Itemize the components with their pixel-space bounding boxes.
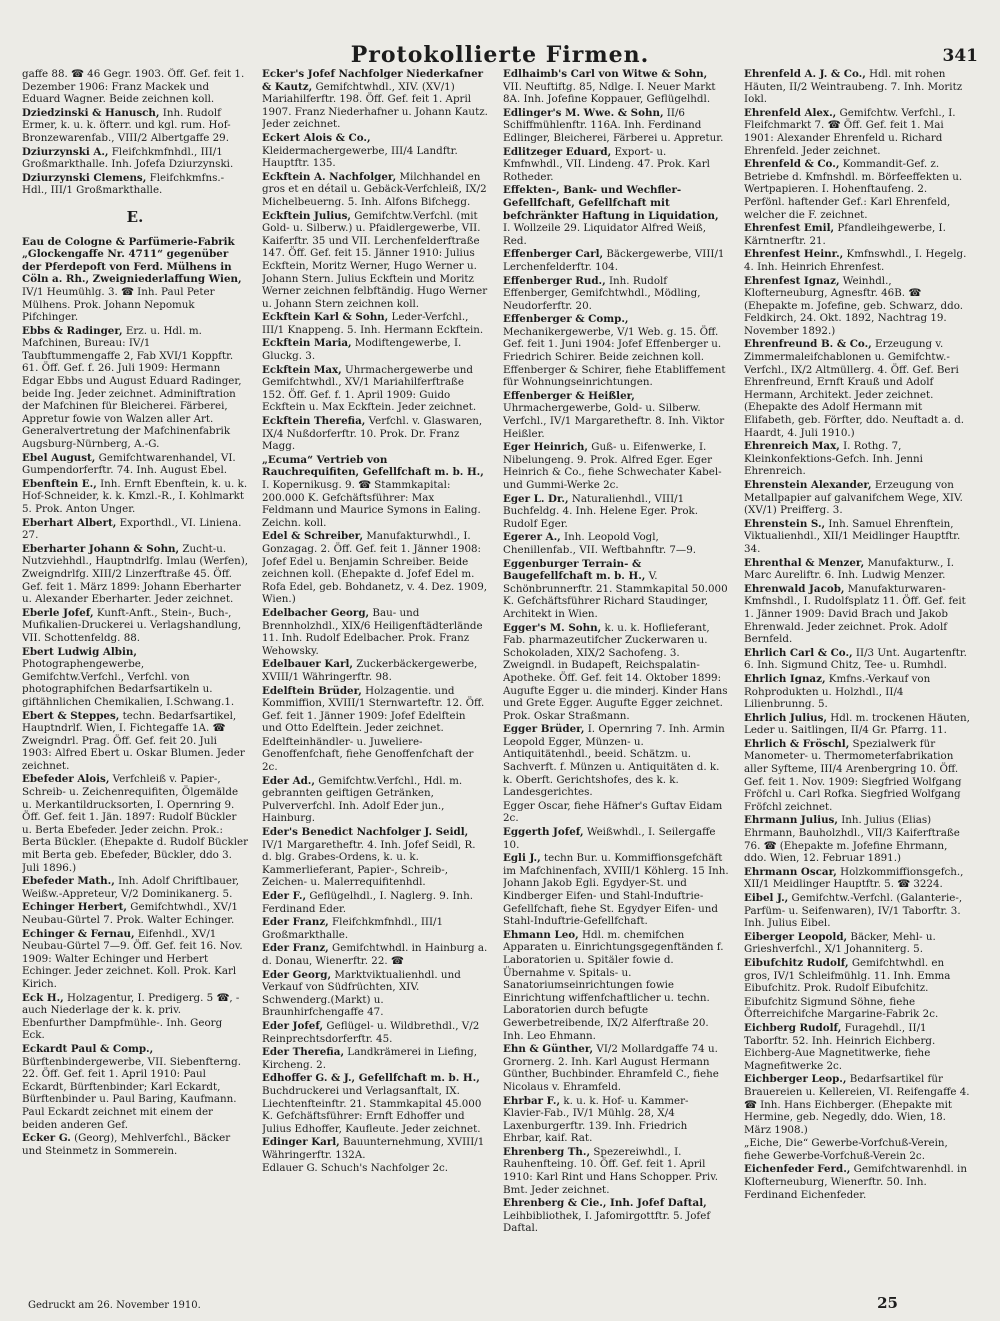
entry-details: Manufakturwhdl., I. Gonzagag. 2. Öff. Gef. feit 1. Jänner 1908: Jofef Edel u. Benjamin Schreiber. Beide zeichnen koll. (Ehepakte d. Jofef Edel m. Rofa Edel, geb. Bohdanetz, v. 4. Dez. 1909, Wien.) xyxy=(262,530,488,606)
entry-details: Gemifchtwhdl. en gros, IV/1 Schleifmühlg. 11. Inh. Emma Eibufchitz. Prok. Rudolf Eibufchitz. xyxy=(744,956,951,995)
directory-entry xyxy=(262,1020,488,1045)
entry-details: Edlauer G. Schuch's Nachfolger 2c. xyxy=(262,1162,449,1175)
firm-name: Eichenfeder Ferd., xyxy=(744,1163,851,1176)
entry-details: Hdl. mit rohen Häuten, II/2 Weintraubeng. 7. Inh. Moritz Iokl. xyxy=(744,68,963,106)
directory-entry xyxy=(503,929,729,1042)
entry-details: Inh. Ernft Ebenftein, k. u. k. Hof-Schneider, k. k. Kmzl.-R., I. Kohlmarkt 5. Prok. Anton Unger. xyxy=(22,477,248,515)
firm-name: Edel & Schreiber, xyxy=(262,530,364,543)
directory-entry xyxy=(744,1163,970,1201)
entry-details: Holzagentie. und Kommiffion, XVIII/1 Sternwarteftr. 12. Öff. Gef. feit 1. Jänner 1909: Jofef Edelftein und Otto Edelftein. Jeder zeichnet. xyxy=(262,684,485,735)
directory-entry xyxy=(262,68,488,131)
directory-entry xyxy=(22,773,248,874)
firm-name: Eger L. Dr., xyxy=(503,492,569,505)
entry-details: IV/1 Heumühlg. 3. ☎ Inh. Paul Peter Mülhens. Prok. Johann Nepomuk Pifchinger. xyxy=(22,285,215,324)
entry-details: gaffe 88. ☎ 46 Gegr. 1903. Öff. Gef. feit 1. Dezember 1906: Franz Mackek und Eduard Wagner. Beide zeichnen koll. xyxy=(22,68,245,106)
entry-details: Inh. Adolf Chriftlbauer, Weißw.-Appreteur, V/2 Dominikanerg. 5. xyxy=(22,875,240,900)
entry-details: Furagehdl., II/1 Taborftr. 52. Inh. Heinrich Eichberg. Eichberg-Aue Magnetitwerke, fiehe Magnefitwerke 2c. xyxy=(744,1021,936,1072)
entry-details: Hdl. m. trockenen Häuten, Leder u. Saitlingen, II/4 Gr. Pfarrg. 11. xyxy=(744,711,970,737)
firm-name: Eberharter Johann & Sohn, xyxy=(22,542,180,555)
entry-details: Export- u. Kmfnwhdl., VII. Lindeng. 47. Prok. Karl Rotheder. xyxy=(503,145,710,183)
firm-name: Edlhaimb's Carl von Witwe & Sohn, xyxy=(503,68,708,80)
firm-name: Dziedzinski & Hanusch, xyxy=(22,106,160,119)
firm-name: Eder Therefia, xyxy=(262,1046,345,1059)
entry-details: (Georg), Mehlverfchl., Bäcker und Steinmetz in Sommerein. xyxy=(22,1132,231,1157)
firm-name: Ehrenstein S., xyxy=(744,517,826,530)
firm-name: Eberle Jofef, xyxy=(22,606,94,619)
firm-name: Ehn & Günther, xyxy=(503,1043,594,1056)
firm-name: Eckftein Maria, xyxy=(262,337,352,350)
entry-details: Bürftenbindergewerbe, VII. Siebenfterng. 22. Öff. Gef. feit 1. April 1910: Paul Eckardt, Bürftenbinder; Karl Eckardt, Bürftenbinder u. Paul Baring, Kaufmann. Paul Eckardt zeichnet mit einem der beiden anderen Gef. xyxy=(22,1055,241,1131)
entry-details: Gemifchtw.Verfchl. (mit Gold- u. Silberw.) u. Pfaidlergewerbe, VII. Kaiferftr. 35 und VII. Lerchenfelderftraße 147. Öff. Gef. feit 15. Jänner 1910: Julius Eckftein, Moritz Werner, Hugo Werner u. Johann Stern. Julius Eckftein und Moritz Werner zeichnen felbftändig. Hugo Werner u. Johann Stern zeichnen koll. xyxy=(262,209,488,310)
entry-details: techn Bur. u. Kommiffionsgefchäft im Mafchinenfach, XVIII/1 Köhlerg. 15 Inh. Johann Jakob Egli. Egydyer-St. und Kindberger Eifen- und Stahl-Induftrie-Gefellfchaft, fiehe St. Egydyer Eifen- und Stahl-Induftrie-Gefellfchaft. xyxy=(503,852,729,928)
directory-entry xyxy=(503,68,729,106)
entry-details: Pfandleihgewerbe, I. Kärntnerftr. 21. xyxy=(744,222,946,247)
entry-details: Kleidermachergewerbe, III/4 Landftr. Hauptftr. 135. xyxy=(262,144,458,170)
entry-details: Erzeugung von Metallpapier auf galvanifchem Wege, XIV. (XV/1) Preifferg. 3. xyxy=(744,479,963,517)
directory-entry xyxy=(22,710,248,773)
directory-entry xyxy=(262,171,488,209)
entry-details: Bedarfsartikel für Brauereien u. Kellereien, VI. Reifengaffe 4. ☎ Inh. Hans Eichberger. (Ehepakte mit Hermine, geb. Negedly, ddo. Wien, 18. März 1908.) xyxy=(744,1073,970,1136)
directory-entry xyxy=(262,1072,488,1135)
entry-details: Bauunternehmung, XVIII/1 Währingerftr. 132A. xyxy=(262,1136,485,1161)
firm-name: Edlinger's M. Wwe. & Sohn, xyxy=(503,106,664,119)
directory-entry xyxy=(262,607,488,657)
column-1 xyxy=(22,68,248,1253)
firm-name: Echinger & Fernau, xyxy=(22,927,135,940)
directory-entry xyxy=(744,738,970,814)
directory-entry xyxy=(744,673,970,711)
entry-details: „Eiche, Die“ Gewerbe-Vorfchuß-Verein, fiehe Gewerbe-Vorfchuß-Verein 2c. xyxy=(744,1137,948,1162)
directory-entry xyxy=(744,712,970,737)
firm-name: Ecker's Jofef Nachfolger Niederkafner & Kautz, xyxy=(262,68,484,93)
entry-details: Gemifchtwhdl., XV/1 Neubau-Gürtel 7. Prok. Walter Echinger. xyxy=(22,901,238,926)
firm-name: Eder Franz, xyxy=(262,942,329,955)
directory-entry xyxy=(744,583,970,646)
directory-entry xyxy=(744,1073,970,1136)
firm-name: Ehrenfeld Alex., xyxy=(744,106,837,119)
entry-details: Uhrmachergewerbe, Gold- u. Silberw. Verfchl., IV/1 Margaretheftr. 8. Inh. Viktor Heißler. xyxy=(503,402,725,440)
entry-details: Fleifchkmfnhdl., III/1 Großmarkthalle. xyxy=(262,916,444,941)
firm-name: Eckert Alois & Co., xyxy=(262,131,371,144)
directory-entry xyxy=(503,852,729,928)
firm-name: „Ecuma“ Vertrieb von Rauchrequifiten, Gefellfchaft m. b. H., xyxy=(262,453,484,479)
firm-name: Edelbauer Karl, xyxy=(262,658,353,671)
entry-details: Uhrmachergewerbe und Gemifchtwhdl., XV/1 Mariahilferftraße 152. Öff. Gef. f. 1. April 1909: Guido Eckftein u. Max Eckftein. Jeder zeichnet. xyxy=(262,363,477,414)
entry-details: II/3 Unt. Augartenftr. 6. Inh. Sigmund Chitz, Tee- u. Rumhdl. xyxy=(744,646,967,672)
directory-entry xyxy=(262,530,488,606)
directory-entry xyxy=(503,146,729,184)
directory-entry xyxy=(22,901,248,926)
entry-details: Egger Oscar, fiehe Häfner's Guftav Eidam 2c. xyxy=(503,799,723,825)
firm-name: Echinger Herbert, xyxy=(22,901,127,914)
directory-entry xyxy=(262,1046,488,1071)
entry-details: I. Opernring 7. Inh. Armin Leopold Egger, Münzen- u. Antiquitätenhdl., beeid. Schätzm. u. Sachverft. f. Münzen u. Antiquitäten d. k. k. Oberft. Gerichtshofes, des k. k. Landesgerichtes. xyxy=(503,723,725,799)
directory-entry xyxy=(22,172,248,197)
entry-details: Geflügel- u. Wildbrethdl., V/2 Reinprechtsdorferftr. 45. xyxy=(262,1019,480,1045)
firm-name: Eckftein Julius, xyxy=(262,209,352,222)
entry-details: Inh. Rudolf Effenberger, Gemifchtwhdl., Mödling, Neudorferftr. 20. xyxy=(503,274,701,312)
directory-entry xyxy=(262,969,488,1019)
firm-name: Edhoffer G. & J., Gefellfchaft m. b. H., xyxy=(262,1072,480,1085)
firm-name: Ehrenberg Th., xyxy=(503,1145,591,1158)
entry-details: Gemifchtwarenhdl. in Klofterneuburg, Wienerftr. 50. Inh. Ferdinand Eichenfeder. xyxy=(744,1163,967,1201)
entry-details: Gemifchtwhdl. in Hainburg a. d. Donau, Wienerftr. 22. ☎ xyxy=(262,942,488,967)
directory-entry xyxy=(744,814,970,864)
directory-entry xyxy=(22,236,248,324)
directory-entry xyxy=(262,454,488,530)
entry-details: Weißwhdl., I. Seilergaffe 10. xyxy=(503,826,716,851)
directory-entry xyxy=(262,736,488,774)
directory-entry xyxy=(262,826,488,889)
firm-name: Effenberger & Comp., xyxy=(503,313,629,326)
entry-details: Kunft-Anft., Stein-, Buch-, Mufikalien-Druckerei u. Verlagshandlung, VII. Schottenfeldg. 88. xyxy=(22,606,242,644)
section-letter: E. xyxy=(126,207,144,226)
firm-name: Effenberger Rud., xyxy=(503,274,606,287)
firm-name: Ehrbar F., xyxy=(503,1094,561,1107)
entry-details: Marktviktualienhdl. und Verkauf von Südfrüchten, XIV. Schwenderg.(Markt) u. Braunhirfchengaffe 47. xyxy=(262,968,461,1019)
firm-name: Edlitzeger Eduard, xyxy=(503,145,612,158)
firm-name: Ebbs & Radinger, xyxy=(22,324,123,337)
entry-details: Inh. Rudolf Ermer, k. u. k. öfterr. und kgl. rum. Hof-Bronzewarenfab., VIII/2 Albertgaffe 29. xyxy=(22,106,231,144)
page-number: 341 xyxy=(942,46,978,66)
entry-details: Manufakturw., I. Marc Aureliftr. 6. Inh. Ludwig Menzer. xyxy=(744,556,955,582)
entry-details: Kmfnswhdl., I. Hegelg. 4. Inh. Heinrich Ehrenfest. xyxy=(744,248,967,273)
firm-name: Edinger Karl, xyxy=(262,1136,340,1149)
entry-details: Gemifchtw.-Verfchl. (Galanterie-, Parfüm- u. Seifenwaren), IV/1 Taborftr. 3. Inh. Julius Eibel. xyxy=(744,892,963,930)
column-4 xyxy=(744,68,970,1253)
directory-entry xyxy=(503,1095,729,1145)
firm-name: Ehrenfreund B. & Co., xyxy=(744,338,872,351)
entry-details: Eibufchitz Sigmund Söhne, fiehe Öfterreichifche Margarine-Fabrik 2c. xyxy=(744,995,939,1021)
directory-entry xyxy=(744,1137,970,1162)
firm-name: Dziurzynski A., xyxy=(22,145,109,158)
entry-details: Fleifchkmfnhdl., III/1 Großmarkthalle. Inh. Jofefa Dziurzynski. xyxy=(22,145,234,171)
entry-details: V. Schönbrunnerftr. 21. Stammkapital 50.000 K. Gefchäftsführer Richard Staudinger, Architekt in Wien. xyxy=(503,570,728,620)
firm-name: Dziurzynski Clemens, xyxy=(22,171,147,184)
firm-name: Ehrenthal & Menzer, xyxy=(744,556,865,569)
firm-name: Ehrlich Carl & Co., xyxy=(744,646,853,659)
entry-details: Photographengewerbe, Gemifchtw.Verfchl., Verfchl. von photographifchen Bedarfsartikeln u. giftähnlichen Chemikalien, I.Schwang.1. xyxy=(22,658,235,708)
firm-name: Ebefeder Math., xyxy=(22,875,115,888)
firm-name: Ecker G. xyxy=(22,1132,71,1145)
directory-entry xyxy=(503,441,729,491)
firm-name: Eggenburger Terrain- & Baugefellfchaft m. b. H., xyxy=(503,557,646,583)
directory-entry xyxy=(503,1043,729,1093)
directory-entry xyxy=(503,313,729,389)
entry-details: Modiftengewerbe, I. Gluckg. 3. xyxy=(262,337,462,363)
firm-name: Eck H., xyxy=(22,991,64,1004)
directory-entry xyxy=(22,325,248,451)
entry-details: Fleifchkmfns.-Hdl., III/1 Großmarkthalle. xyxy=(22,171,225,197)
firm-name: Ehrenfeld & Co., xyxy=(744,158,840,171)
entry-details: VII. Neuftiftg. 85, Ndlge. I. Neuer Markt 8A. Inh. Jofefine Koppauer, Geflügelhdl. xyxy=(503,80,716,106)
directory-entry xyxy=(503,184,729,247)
entry-details: Manufakturwaren-Kmfnshdl., I. Rudolfsplatz 11. Öff. Gef. feit 1. Jänner 1909: David Brach und Jakob Ehrenwald. Jeder zeichnet. Prok. Adolf Bernfeld. xyxy=(744,582,966,646)
entry-details: Bäckergewerbe, VIII/1 Lerchenfelderftr. 104. xyxy=(503,248,725,273)
directory-entry xyxy=(22,607,248,645)
entry-details: Bau- und Brennholzhdl., XIX/6 Heiligenftädterlände 11. Inh. Rudolf Edelbacher. Prok. Franz Wehowsky. xyxy=(262,606,483,657)
entry-details: Zuckerbäckergewerbe, XVIII/1 Währingerftr. 98. xyxy=(262,658,478,683)
directory-entry xyxy=(22,646,248,709)
firm-name: Ehrenfest Emil, xyxy=(744,222,835,235)
firm-name: Ehrenstein Alexander, xyxy=(744,479,872,491)
firm-name: Ehmann Leo, xyxy=(503,928,579,941)
firm-name: Egger's M. Sohn, xyxy=(503,621,602,634)
entry-details: Erz. u. Hdl. m. Mafchinen, Bureau: IV/1 Taubftummengaffe 2, Fab XVI/1 Koppftr. 61. Öff. Gef. f. 26. Juli 1909: Hermann Edgar Ebbs und August Eduard Radinger, beide Ing. Jeder zeichnet. Adminiftration der Mafchinen für Bleicherei. Färberei, Appretur fowie von Walzen aller Art. Generalvertretung der Mafchinenfabrik Augsburg-Nürnberg, A.-G. xyxy=(22,324,242,451)
directory-entry xyxy=(262,942,488,967)
directory-entry xyxy=(744,557,970,582)
firm-name: Eder F., xyxy=(262,890,307,902)
directory-entry xyxy=(503,723,729,799)
directory-entry xyxy=(22,928,248,991)
directory-entry xyxy=(503,622,729,723)
directory-entry xyxy=(503,826,729,851)
firm-name: Ebert Ludwig Albin, xyxy=(22,645,137,658)
directory-entry xyxy=(22,875,248,900)
column-2 xyxy=(262,68,488,1253)
firm-name: Eckftein Max, xyxy=(262,363,342,376)
entry-details: Leder-Verfchl., III/1 Knappeng. 5. Inh. Hermann Eckftein. xyxy=(262,311,484,336)
directory-entry xyxy=(503,493,729,531)
entry-details: Kmfns.-Verkauf von Rohprodukten u. Holzhdl., II/4 Lilienbrunng. 5. xyxy=(744,672,931,711)
entry-details: Spezialwerk für Manometer- u. Thermometerfabrikation aller Syfteme, III/4 Arenbergring 10. Öff. Gef. feit 1. Nov. 1909: Siegfried Wolfgang Fröfchl u. Carl Rofka. Siegfried Wolfgang Fröfchl zeichnet. xyxy=(744,737,962,813)
firm-name: Effenberger Carl, xyxy=(503,248,604,261)
entry-details: Mechanikergewerbe, V/1 Web. g. 15. Öff. Gef. feit 1. Juni 1904: Jofef Effenberger u. Friedrich Schirer. Beide zeichnen koll. Effenberger & Schirer, fiehe Etabliffement für Wohnungseinrichtungen. xyxy=(503,325,726,389)
directory-entry xyxy=(744,222,970,247)
column-3 xyxy=(503,68,729,1253)
entry-details: Exporthdl., VI. Liniena. 27. xyxy=(22,516,242,542)
directory-entry xyxy=(262,775,488,825)
directory-entry xyxy=(262,916,488,941)
directory-entry xyxy=(262,890,488,915)
print-date-note: Gedruckt am 26. November 1910. xyxy=(28,1300,201,1311)
firm-name: Eder Ad., xyxy=(262,774,315,787)
firm-name: Ebel August, xyxy=(22,451,96,464)
firm-name: Ehrenreich Max, xyxy=(744,440,840,453)
directory-entry xyxy=(503,390,729,440)
firm-name: Ehrlich Julius, xyxy=(744,711,827,724)
firm-name: Eau de Cologne & Parfümerie-Fabrik „Glockengaffe Nr. 4711“ gegenüber der Pferdepoft von Ferd. Mülhens in Cöln a. Rh., Zweigniederlaffung Wien, xyxy=(22,235,242,286)
directory-entry xyxy=(744,1022,970,1072)
directory-entry xyxy=(744,338,970,439)
firm-name: Eder Jofef, xyxy=(262,1019,324,1032)
entry-details: techn. Bedarfsartikel, Hauptndrlf. Wien, I. Fichtegaffe 1A. ☎ Zweigndrl. Prag. Öff. Gef. feit 20. Juli 1903: Alfred Ebert u. Oskar Blumen. Jeder zeichnet. xyxy=(22,709,245,772)
firm-name: Ehrmann Oscar, xyxy=(744,865,837,878)
firm-name: Eckardt Paul & Comp., xyxy=(22,1042,154,1055)
entry-details: k. u. k. Hoflieferant, Fab. pharmazeutifcher Zuckerwaren u. Schokoladen, XIX/2 Sachofeng. 3. Zweigndl. in Budapeft, Reichspalatin-Apotheke. Öff. Gef. feit 14. Oktober 1899: Augufte Egger u. die minderj. Kinder Hans und Grete Egger. Augufte Egger zeichnet. Prok. Oskar Straßmann. xyxy=(503,621,728,722)
entry-details: Edelfteinhändler- u. Juweliere-Genoffenfchaft, fiehe Genoffenfchaft der 2c. xyxy=(262,735,474,774)
entry-details: Inh. Leopold Vogl, Chenillenfab., VII. Weftbahnftr. 7—9. xyxy=(503,531,697,556)
directory-entry xyxy=(503,248,729,273)
entry-details: Leihbibliothek, I. Jafomirgottftr. 5. Jofef Daftal. xyxy=(503,1209,711,1235)
entry-details: Zucht-u. Nutzviehhdl., Hauptndrlfg. Imlau (Werfen), Zweigndrlfg. XIII/2 Linzerftraße 45. Öff. Gef. feit 1. März 1899: Johann Eberharter u. Alexander Eberharter. Jeder zeichnet. xyxy=(22,542,248,606)
directory-entry xyxy=(22,1043,248,1131)
entry-details: Guß- u. Eifenwerke, I. Nibelungeng. 9. Prok. Alfred Eger. Eger Heinrich & Co., fiehe Schwechater Kabel- und Gummi-Werke 2c. xyxy=(503,441,722,491)
directory-entry xyxy=(262,311,488,336)
directory-entry xyxy=(262,685,488,735)
directory-entry xyxy=(503,107,729,145)
entry-details: Geflügelhdl., I. Naglerg. 9. Inh. Ferdinand Eder. xyxy=(262,890,473,915)
entry-details: Weinhdl., Klofterneuburg, Agnesftr. 46B. ☎ (Ehepakte m. Jofefine, geb. Schwarz, ddo. Feldkirch, 24. Okt. 1892, Nachtrag 19. November 1892.) xyxy=(744,274,964,337)
firm-name: Egger Brüder, xyxy=(503,723,585,736)
firm-name: Ehrlich & Fröschl, xyxy=(744,737,850,750)
entry-details: Bäcker, Mehl- u. Grieshverfchl., X/1 Johanniterg. 5. xyxy=(744,930,936,956)
firm-name: Edelftein Brüder, xyxy=(262,684,362,697)
entry-details: IV/1 Margaretheftr. 4. Inh. Jofef Seidl, R. d. blg. Grabes-Ordens, k. u. k. Kammerlieferant, Papier-, Schreib-, Zeichen- u. Malerrequifitenhdl. xyxy=(262,838,476,889)
firm-name: Eckftein A. Nachfolger, xyxy=(262,170,397,183)
firm-name: Eiberger Leopold, xyxy=(744,930,848,943)
firm-name: Eckftein Karl & Sohn, xyxy=(262,311,389,324)
directory-entry xyxy=(744,866,970,891)
directory-entry xyxy=(503,531,729,556)
directory-entry xyxy=(744,248,970,273)
directory-entry xyxy=(22,1132,248,1157)
firm-name: Ebefeder Alois, xyxy=(22,773,110,786)
directory-entry xyxy=(503,800,729,825)
directory-entry xyxy=(744,892,970,930)
entry-details: VI/2 Mollardgaffe 74 u. Grornerg. 2. Inh. Karl August Hermann Günther, Buchbinder. Ehramfeld C., fiehe Nicolaus v. Ehramfeld. xyxy=(503,1043,719,1093)
entry-details: Hdl. m. chemifchen Apparaten u. Einrichtungsgegenftänden f. Laboratorien u. Spitäler fowie d. Übernahme v. Spitals- u. Sanatoriumseinrichtungen fowie Einrichtung wiffenfchaftlicher u. techn. Laboratorien durch befugte Gewerbetreibende, IX/2 Alferftraße 20. Inh. Leo Ehmann. xyxy=(503,928,724,1042)
directory-entry xyxy=(262,1136,488,1161)
entry-details: Milchhandel en gros et en détail u. Gebäck-Verfchleiß, IX/2 Michelbeuerng. 5. Inh. Alfons Bifchegg. xyxy=(262,170,487,208)
directory-entry xyxy=(744,931,970,956)
firm-name: Eibel J., xyxy=(744,892,789,904)
directory-entry xyxy=(22,146,248,171)
firm-name: Ebenftein E., xyxy=(22,477,97,490)
directory-entry xyxy=(22,107,248,145)
firm-name: Eichberg Rudolf, xyxy=(744,1021,842,1034)
directory-entry xyxy=(744,957,970,995)
entry-details: I. Rothg. 7, Kleinkonfektions-Gefch. Inh. Jenni Ehrenreich. xyxy=(744,440,923,478)
entry-details: I. Kopernikusg. 9. ☎ Stammkapital: 200.000 K. Gefchäftsführer: Max Feldmann und Maurice Symons in Ealing. Zeichn. koll. xyxy=(262,479,481,529)
entry-details: Kommandit-Gef. z. Betriebe d. Kmfnshdl. m. Börfeeffekten u. Wertpapieren. I. Hohenftaufeng. 2. Perfönl. haftender Gef.: Karl Ehrenfeld, welcher die F. zeichnet. xyxy=(744,158,963,221)
directory-entry xyxy=(262,1162,488,1175)
firm-name: Effenberger & Heißler, xyxy=(503,389,635,402)
entry-details: Spezereiwhdl., I. Rauhenfteing. 10. Öff. Gef. feit 1. April 1910: Karl Rint und Hans Schopper. Priv. Bmt. Jeder zeichnet. xyxy=(503,1145,719,1196)
firm-name: Eichberger Leop., xyxy=(744,1073,847,1086)
firm-name: Eder Franz, xyxy=(262,916,329,929)
firm-name: Ehrmann Julius, xyxy=(744,814,838,827)
entry-details: II/6 Schiffmühlenftr. 116A. Inh. Ferdinand Edlinger, Bleicherei, Färberei u. Appretur. xyxy=(503,106,724,144)
firm-name: Eckftein Therefia, xyxy=(262,415,366,428)
firm-name: Edelbacher Georg, xyxy=(262,606,370,619)
directory-entry xyxy=(744,440,970,478)
firm-name: Eggerth Jofef, xyxy=(503,826,584,839)
firm-name: Ehrenfest Heinr., xyxy=(744,248,844,261)
columns-container xyxy=(22,68,982,1258)
directory-entry xyxy=(262,132,488,170)
entry-details: Gemifchtw. Verfchl., I. Fleifchmarkt 7. ☎ Öff. Gef. feit 1. Mai 1901: Alexander Ehrenfeld u. Richard Ehrenfeld. Jeder zeichnet. xyxy=(744,106,956,157)
entry-details: Verfchl. v. Glaswaren, IX/4 Nußdorferftr. 10. Prok. Dr. Franz Magg. xyxy=(262,415,483,453)
directory-entry xyxy=(744,158,970,221)
directory-entry xyxy=(744,518,970,556)
directory-entry xyxy=(503,1197,729,1235)
firm-name: Eder Georg, xyxy=(262,968,332,981)
directory-entry xyxy=(22,517,248,542)
directory-entry xyxy=(744,647,970,672)
directory-entry xyxy=(22,992,248,1042)
directory-entry xyxy=(503,558,729,621)
directory-entry xyxy=(22,543,248,606)
entry-details: Holzkommiffionsgefch., XII/1 Meidlinger Hauptftr. 5. ☎ 3224. xyxy=(744,865,964,891)
entry-details: Eifenhdl., XV/1 Neubau-Gürtel 7—9. Öff. Gef. feit 16. Nov. 1909: Walter Echinger und Herbert Echinger. Jeder zeichnet. Koll. Prok. Karl Kirich. xyxy=(22,927,243,990)
entry-details: k. u. k. Hof- u. Kammer-Klavier-Fab., IV/1 Mühlg. 28, X/4 Laxenburgerftr. 139. Inh. Friedrich Ehrbar, kaif. Rat. xyxy=(503,1094,689,1145)
firm-name: Ebert & Steppes, xyxy=(22,709,120,722)
firm-name: Eibufchitz Rudolf, xyxy=(744,956,849,969)
directory-entry xyxy=(262,337,488,362)
page-title: Protokollierte Firmen. xyxy=(350,42,650,68)
entry-details: Erzeugung v. Zimmermaleifchablonen u. Gemifchtw.-Verfchl., IX/2 Altmüllerg. 4. Öff. Gef. Beri Ehrenfreund, Ernft Krauß und Adolf Hermann, Architekt. Jeder zeichnet. (Ehepakte des Adolf Hermann mit Elifabeth, geb. Förfter, ddo. Neuftadt a. d. Haardt, 4. Juli 1910.) xyxy=(744,338,965,439)
directory-entry xyxy=(744,275,970,338)
directory-entry xyxy=(22,68,248,106)
entry-details: Inh. Julius (Elias) Ehrmann, Bauholzhdl., VII/3 Kaiferftraße 76. ☎ (Ehepakte m. Jofefine Ehrmann, ddo. Wien, 12. Februar 1891.) xyxy=(744,814,960,865)
entry-details: I. Wollzeile 29. Liquidator Alfred Weiß, Red. xyxy=(503,222,707,247)
firm-name: Ehrlich Ignaz, xyxy=(744,672,826,685)
firm-name: Effekten-, Bank- und Wechfler-Gefellfchaft, Gefellfchaft mit befchränkter Haftung in Liquidation, xyxy=(503,184,719,222)
firm-name: Eger Heinrich, xyxy=(503,441,588,454)
directory-entry xyxy=(262,658,488,683)
entry-details: Verfchleiß v. Papier-, Schreib- u. Zeichenrequifiten, Ölgemälde u. Merkantildrucksorten, I. Opernring 9. Öff. Gef. feit 1. Jän. 1897: Rudolf Bückler u. Berta Ebefeder. Jeder zeichn. Prok.: Berta Bückler. (Ehepakte d. Rudolf Bückler mit Berta geb. Ebefeder, Bückler, ddo 3. Juli 1896.) xyxy=(22,773,248,874)
entry-details: Buchdruckerei und Verlagsanftalt, IX. Liechtenfteinftr. 21. Stammkapital 45.000 K. Gefchäftsführer: Ernft Edhoffer und Julius Edhoffer, Kaufleute. Jeder zeichnet. xyxy=(262,1084,482,1135)
entry-details: Inh. Samuel Ehrenftein, Viktualienhdl., XII/1 Meidlinger Hauptftr. 34. xyxy=(744,517,961,555)
directory-entry xyxy=(262,364,488,414)
directory-entry xyxy=(744,479,970,517)
directory-entry xyxy=(503,1146,729,1196)
directory-entry xyxy=(503,275,729,313)
firm-name: Ehrenfest Ignaz, xyxy=(744,274,840,287)
directory-entry xyxy=(262,415,488,453)
firm-name: Egerer A., xyxy=(503,531,561,544)
directory-entry xyxy=(744,107,970,157)
entry-details: Holzagentur, I. Predigerg. 5 ☎, -auch Niederlage der k. k. priv. Ebenfurther Dampfmühle-. Inh. Georg Eck. xyxy=(22,991,240,1042)
directory-entry xyxy=(262,210,488,311)
entry-details: Landkrämerei in Liefing, Kircheng. 2. xyxy=(262,1046,478,1071)
firm-name: Eder's Benedict Nachfolger J. Seidl, xyxy=(262,826,469,839)
directory-entry xyxy=(22,478,248,516)
entry-details: Naturalienhdl., VIII/1 Buchfeldg. 4. Inh. Helene Eger. Prok. Rudolf Eger. xyxy=(503,492,699,530)
firm-name: Ehrenwald Jacob, xyxy=(744,582,845,595)
entry-details: Gemifchtwarenhandel, VI. Gumpendorferftr. 74. Inh. August Ebel. xyxy=(22,451,236,477)
firm-name: Eberhart Albert, xyxy=(22,516,117,529)
firm-name: Ehrenberg & Cie., Inh. Jofef Daftal, xyxy=(503,1197,707,1210)
entry-details: Gemifchtw.Verfchl., Hdl. m. gebrannten geiftigen Getränken, Pulververfchl. Inh. Adolf Eder jun., Hainburg. xyxy=(262,774,463,825)
firm-name: Ehrenfeld A. J. & Co., xyxy=(744,68,866,80)
directory-entry xyxy=(22,452,248,477)
entry-details: Gemifchtwhdl., XIV. (XV/1) Mariahilferftr. 198. Öff. Gef. feit 1. April 1907. Franz Niederhafner u. Johann Kautz. Jeder zeichnet. xyxy=(262,80,488,131)
directory-entry xyxy=(744,996,970,1021)
directory-entry xyxy=(744,68,970,106)
firm-name: Egli J., xyxy=(503,852,541,865)
sheet-number: 25 xyxy=(877,1294,898,1312)
